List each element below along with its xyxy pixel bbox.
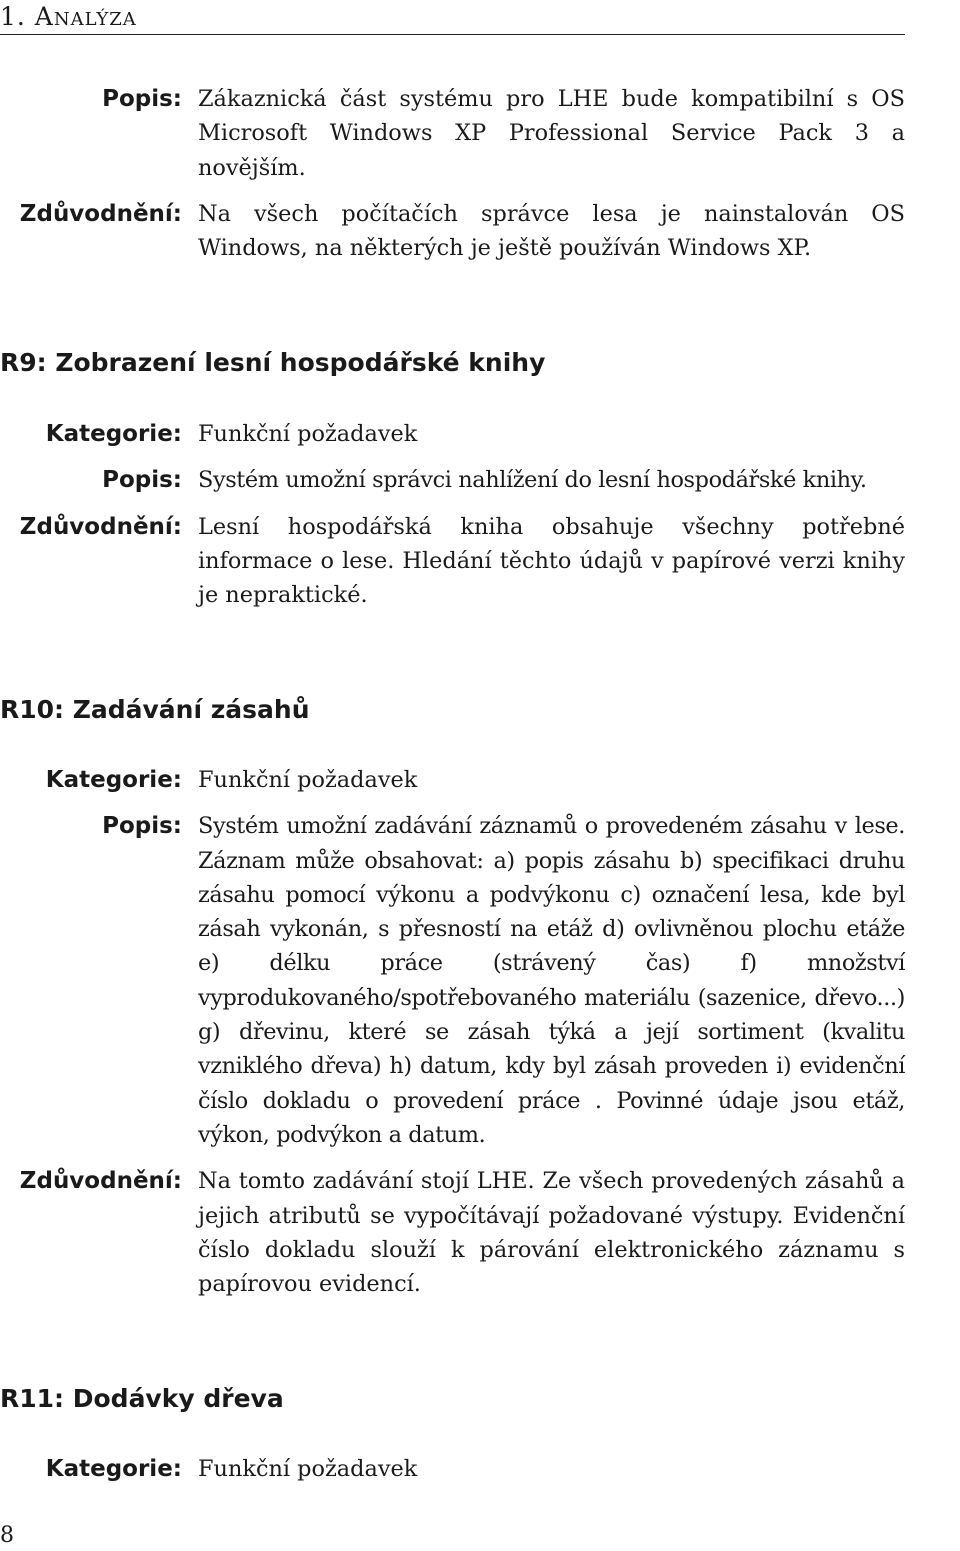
r10-kategorie-row — [0, 763, 905, 797]
r11-block — [0, 1452, 905, 1486]
r10-block — [0, 763, 905, 1301]
r9-popis-row — [0, 463, 905, 497]
popis-label: Popis: — [102, 86, 182, 112]
r11-heading: R11: Dodávky dřeva — [0, 1384, 284, 1413]
popis-label: Popis: — [102, 467, 182, 494]
kategorie-label: Kategorie: — [45, 1456, 182, 1482]
requirement-continuation — [0, 82, 905, 265]
zduvodneni-row — [0, 197, 905, 266]
zduvodneni-text: Lesní hospodářská kniha obsahuje všechny potřebné informace o lese. Hledání těchto údajů v papírové verzi knihy je nepraktické. — [198, 513, 905, 609]
kategorie-text: Funkční požadavek — [198, 421, 418, 447]
popis-label: Popis: — [102, 813, 182, 840]
page-number: 8 — [0, 1523, 14, 1548]
popis-text: Systém umožní správci nahlížení do lesní hospodářské knihy. — [198, 467, 867, 494]
zduvodneni-label: Zdůvodnění: — [19, 513, 182, 540]
running-header — [0, 0, 905, 35]
popis-text: Zákaznická část systému pro LHE bude kompatibilní s OS Microsoft Windows XP Professional Service Pack 3 a novějším. — [198, 86, 905, 181]
kategorie-label: Kategorie: — [45, 421, 182, 447]
chapter-title: 1. Analýza — [0, 2, 137, 31]
zduvodneni-label: Zdůvodnění: — [19, 200, 182, 227]
r9-zduvodneni-row — [0, 510, 905, 613]
kategorie-text: Funkční požadavek — [198, 1456, 418, 1482]
r10-zduvodneni-row — [0, 1164, 905, 1301]
r9-block — [0, 417, 905, 612]
r10-heading: R10: Zadávání zásahů — [0, 695, 310, 724]
kategorie-label: Kategorie: — [45, 767, 182, 793]
zduvodneni-text: Na všech počítačích správce lesa je nainstalován OS Windows, na některých je ještě používán Windows XP. — [198, 200, 905, 262]
kategorie-text: Funkční požadavek — [198, 767, 418, 793]
popis-text: Systém umožní zadávání záznamů o provedeném zásahu v lese. Záznam může obsahovat: a) popis zásahu b) specifikaci druhu zásahu pomocí výkonu a podvýkonu c) označení lesa, kde byl zásah vykonán, s přesností na etáž d) ovlivněnou plochu etáže e) délku práce (strávený čas) f) množství vyprodukovaného/spotřebovaného materiálu (sazenice, dřevo...) g) dřevinu, které se zásah týká a její sortiment (kvalitu vzniklého dřeva) h) datum, kdy byl zásah proveden i) evidenční číslo dokladu o provedení práce . Povinné údaje jsou etáž, výkon, podvýkon a datum. — [198, 813, 905, 1148]
r9-kategorie-row — [0, 417, 905, 451]
r10-popis-row — [0, 809, 905, 1152]
r9-heading: R9: Zobrazení lesní hospodářské knihy — [0, 348, 546, 377]
r11-kategorie-row — [0, 1452, 905, 1486]
zduvodneni-label: Zdůvodnění: — [19, 1168, 182, 1195]
zduvodneni-text: Na tomto zadávání stojí LHE. Ze všech provedených zásahů a jejich atributů se vypočítávají požadované výstupy. Evidenční číslo dokladu slouží k párování elektronického záznamu s papírovou evidencí. — [198, 1168, 905, 1298]
popis-row — [0, 82, 905, 185]
